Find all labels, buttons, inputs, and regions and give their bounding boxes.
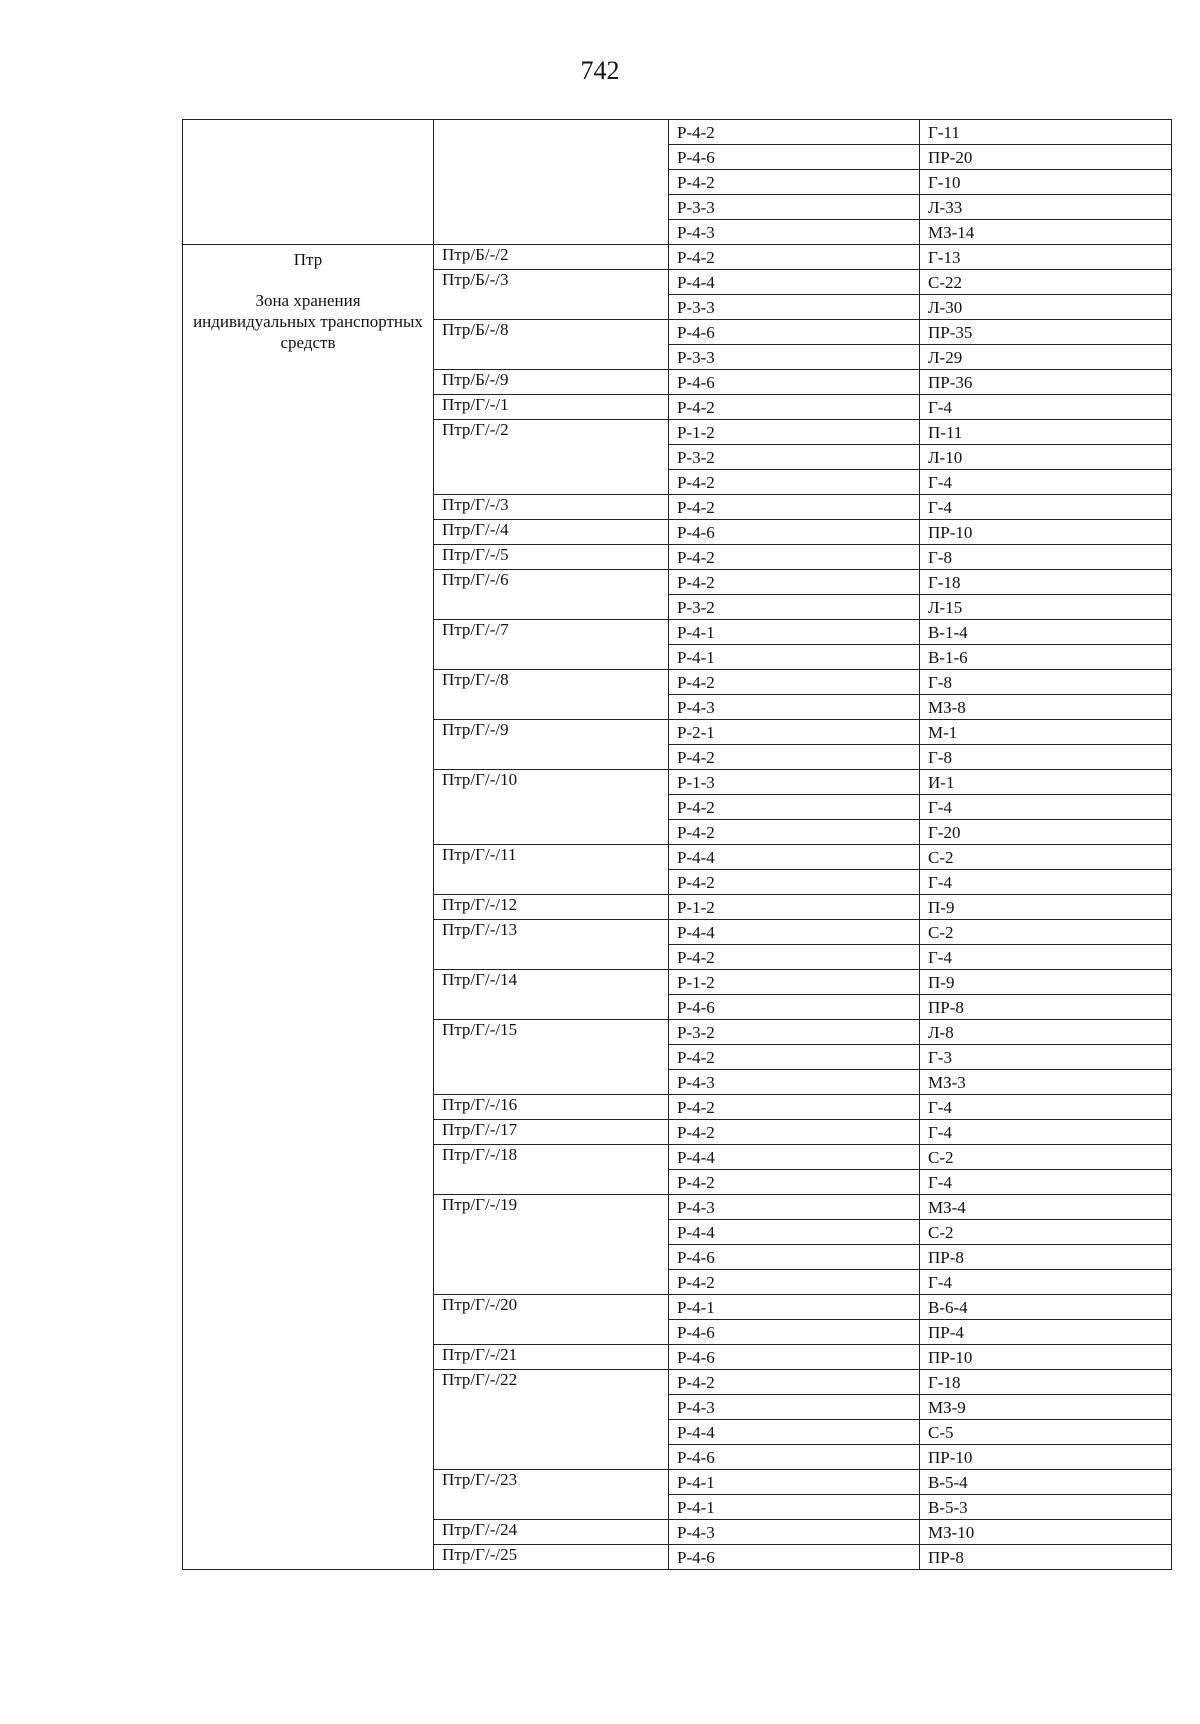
table-row <box>183 245 1172 270</box>
subzone-code-cell: Птр/Г/-/5 <box>434 545 669 570</box>
reference-cell: Г-8 <box>920 670 1172 695</box>
reference-cell: ПР-36 <box>920 370 1172 395</box>
reference-cell: ПР-8 <box>920 995 1172 1020</box>
reference-cell: П-9 <box>920 970 1172 995</box>
reference-cell: В-1-4 <box>920 620 1172 645</box>
reference-cell: Г-3 <box>920 1045 1172 1070</box>
reference-cell: Г-18 <box>920 1370 1172 1395</box>
subzone-code-cell: Птр/Г/-/25 <box>434 1545 669 1570</box>
reference-cell: МЗ-8 <box>920 695 1172 720</box>
reference-cell: М-1 <box>920 720 1172 745</box>
designation-cell: Р-4-2 <box>669 1170 920 1195</box>
subzone-code-cell: Птр/Г/-/20 <box>434 1295 669 1345</box>
reference-cell: Г-8 <box>920 745 1172 770</box>
designation-cell: Р-4-6 <box>669 1320 920 1345</box>
subzone-code-cell: Птр/Г/-/6 <box>434 570 669 620</box>
designation-cell: Р-4-2 <box>669 470 920 495</box>
reference-cell: Л-30 <box>920 295 1172 320</box>
designation-cell: Р-1-2 <box>669 420 920 445</box>
reference-cell: Г-4 <box>920 395 1172 420</box>
page-number: 742 <box>580 56 620 85</box>
designation-cell: Р-4-2 <box>669 870 920 895</box>
designation-cell: Р-4-6 <box>669 370 920 395</box>
designation-cell: Р-4-4 <box>669 1145 920 1170</box>
subzone-code-cell: Птр/Г/-/13 <box>434 920 669 970</box>
reference-cell: МЗ-3 <box>920 1070 1172 1095</box>
reference-cell: Г-13 <box>920 245 1172 270</box>
reference-cell: В-6-4 <box>920 1295 1172 1320</box>
subzone-code-cell: Птр/Г/-/19 <box>434 1195 669 1295</box>
zone-cell <box>183 245 434 1570</box>
designation-cell: Р-4-6 <box>669 320 920 345</box>
designation-cell: Р-4-4 <box>669 920 920 945</box>
designation-cell: Р-4-4 <box>669 1420 920 1445</box>
reference-cell: И-1 <box>920 770 1172 795</box>
reference-cell: МЗ-4 <box>920 1195 1172 1220</box>
reference-cell: С-2 <box>920 1145 1172 1170</box>
designation-cell: Р-4-3 <box>669 1520 920 1545</box>
subzone-code-cell: Птр/Г/-/14 <box>434 970 669 1020</box>
designation-cell: Р-4-6 <box>669 1245 920 1270</box>
reference-cell: В-5-4 <box>920 1470 1172 1495</box>
designation-cell: Р-1-3 <box>669 770 920 795</box>
reference-cell: Г-8 <box>920 545 1172 570</box>
designation-cell: Р-3-2 <box>669 595 920 620</box>
designation-cell: Р-4-3 <box>669 1395 920 1420</box>
reference-cell: ПР-8 <box>920 1245 1172 1270</box>
subzone-code-cell: Птр/Г/-/23 <box>434 1470 669 1520</box>
designation-cell: Р-4-2 <box>669 120 920 145</box>
designation-cell: Р-4-1 <box>669 1470 920 1495</box>
reference-cell: ПР-8 <box>920 1545 1172 1570</box>
reference-cell: Г-4 <box>920 1095 1172 1120</box>
subzone-code-cell: Птр/Г/-/2 <box>434 420 669 495</box>
reference-cell: ПР-10 <box>920 520 1172 545</box>
reference-cell: С-5 <box>920 1420 1172 1445</box>
reference-cell: ПР-10 <box>920 1445 1172 1470</box>
subzone-code-cell: Птр/Г/-/24 <box>434 1520 669 1545</box>
subzone-code-cell: Птр/Б/-/9 <box>434 370 669 395</box>
reference-cell: Г-20 <box>920 820 1172 845</box>
reference-cell: МЗ-10 <box>920 1520 1172 1545</box>
reference-cell: В-1-6 <box>920 645 1172 670</box>
subzone-code-cell: Птр/Б/-/2 <box>434 245 669 270</box>
designation-cell: Р-4-2 <box>669 545 920 570</box>
designation-cell: Р-4-2 <box>669 1095 920 1120</box>
table-row <box>183 120 1172 145</box>
designation-cell: Р-4-2 <box>669 570 920 595</box>
reference-cell: Г-18 <box>920 570 1172 595</box>
reference-cell: Г-4 <box>920 495 1172 520</box>
subzone-code-cell: Птр/Г/-/15 <box>434 1020 669 1095</box>
designation-cell: Р-4-2 <box>669 745 920 770</box>
designation-cell: Р-4-2 <box>669 1120 920 1145</box>
designation-cell: Р-4-4 <box>669 270 920 295</box>
designation-cell: Р-4-2 <box>669 245 920 270</box>
reference-cell: С-22 <box>920 270 1172 295</box>
designation-cell: Р-4-3 <box>669 220 920 245</box>
designation-cell: Р-2-1 <box>669 720 920 745</box>
designation-cell: Р-4-6 <box>669 1445 920 1470</box>
designation-cell: Р-4-2 <box>669 670 920 695</box>
designation-cell: Р-3-3 <box>669 345 920 370</box>
reference-cell: ПР-4 <box>920 1320 1172 1345</box>
designation-cell: Р-4-1 <box>669 620 920 645</box>
subzone-code-cell: Птр/Г/-/11 <box>434 845 669 895</box>
designation-cell: Р-3-2 <box>669 1020 920 1045</box>
designation-cell: Р-4-2 <box>669 820 920 845</box>
zone-description: Зона хранения индивидуальных транспортных средств <box>193 291 423 352</box>
designation-cell: Р-4-1 <box>669 1295 920 1320</box>
designation-cell: Р-4-4 <box>669 845 920 870</box>
subzone-code-cell: Птр/Г/-/22 <box>434 1370 669 1470</box>
reference-cell: П-11 <box>920 420 1172 445</box>
reference-cell: ПР-35 <box>920 320 1172 345</box>
reference-cell: МЗ-9 <box>920 1395 1172 1420</box>
reference-cell: Л-33 <box>920 195 1172 220</box>
subzone-code-cell: Птр/Г/-/21 <box>434 1345 669 1370</box>
reference-cell: С-2 <box>920 845 1172 870</box>
zoning-table <box>182 119 1172 1570</box>
designation-cell: Р-4-1 <box>669 645 920 670</box>
designation-cell: Р-4-6 <box>669 520 920 545</box>
designation-cell: Р-4-6 <box>669 1345 920 1370</box>
designation-cell: Р-3-2 <box>669 445 920 470</box>
designation-cell: Р-4-6 <box>669 145 920 170</box>
code-cell-empty <box>434 120 669 245</box>
reference-cell: Г-4 <box>920 1270 1172 1295</box>
subzone-code-cell: Птр/Б/-/3 <box>434 270 669 320</box>
designation-cell: Р-4-4 <box>669 1220 920 1245</box>
subzone-code-cell: Птр/Г/-/12 <box>434 895 669 920</box>
reference-cell: ПР-10 <box>920 1345 1172 1370</box>
reference-cell: С-2 <box>920 1220 1172 1245</box>
designation-cell: Р-4-3 <box>669 1070 920 1095</box>
reference-cell: Л-8 <box>920 1020 1172 1045</box>
reference-cell: Л-15 <box>920 595 1172 620</box>
subzone-code-cell: Птр/Г/-/3 <box>434 495 669 520</box>
reference-cell: Г-4 <box>920 1170 1172 1195</box>
reference-cell: Л-29 <box>920 345 1172 370</box>
designation-cell: Р-4-2 <box>669 1370 920 1395</box>
zone-code: Птр <box>293 250 323 269</box>
reference-cell: С-2 <box>920 920 1172 945</box>
reference-cell: В-5-3 <box>920 1495 1172 1520</box>
subzone-code-cell: Птр/Г/-/17 <box>434 1120 669 1145</box>
reference-cell: Г-10 <box>920 170 1172 195</box>
designation-cell: Р-4-2 <box>669 945 920 970</box>
subzone-code-cell: Птр/Б/-/8 <box>434 320 669 370</box>
reference-cell: МЗ-14 <box>920 220 1172 245</box>
reference-cell: Г-4 <box>920 945 1172 970</box>
subzone-code-cell: Птр/Г/-/1 <box>434 395 669 420</box>
subzone-code-cell: Птр/Г/-/10 <box>434 770 669 845</box>
designation-cell: Р-4-2 <box>669 495 920 520</box>
designation-cell: Р-4-6 <box>669 1545 920 1570</box>
reference-cell: Г-4 <box>920 795 1172 820</box>
subzone-code-cell: Птр/Г/-/16 <box>434 1095 669 1120</box>
subzone-code-cell: Птр/Г/-/18 <box>434 1145 669 1195</box>
designation-cell: Р-1-2 <box>669 970 920 995</box>
reference-cell: ПР-20 <box>920 145 1172 170</box>
designation-cell: Р-4-3 <box>669 1195 920 1220</box>
designation-cell: Р-4-2 <box>669 1270 920 1295</box>
reference-cell: Г-4 <box>920 470 1172 495</box>
designation-cell: Р-4-2 <box>669 170 920 195</box>
designation-cell: Р-4-3 <box>669 695 920 720</box>
subzone-code-cell: Птр/Г/-/4 <box>434 520 669 545</box>
reference-cell: П-9 <box>920 895 1172 920</box>
subzone-code-cell: Птр/Г/-/8 <box>434 670 669 720</box>
designation-cell: Р-3-3 <box>669 295 920 320</box>
designation-cell: Р-4-2 <box>669 1045 920 1070</box>
subzone-code-cell: Птр/Г/-/9 <box>434 720 669 770</box>
reference-cell: Г-4 <box>920 1120 1172 1145</box>
reference-cell: Л-10 <box>920 445 1172 470</box>
reference-cell: Г-4 <box>920 870 1172 895</box>
designation-cell: Р-4-1 <box>669 1495 920 1520</box>
reference-cell: Г-11 <box>920 120 1172 145</box>
designation-cell: Р-4-2 <box>669 395 920 420</box>
subzone-code-cell: Птр/Г/-/7 <box>434 620 669 670</box>
designation-cell: Р-4-2 <box>669 795 920 820</box>
designation-cell: Р-1-2 <box>669 895 920 920</box>
zone-cell-empty <box>183 120 434 245</box>
designation-cell: Р-3-3 <box>669 195 920 220</box>
designation-cell: Р-4-6 <box>669 995 920 1020</box>
